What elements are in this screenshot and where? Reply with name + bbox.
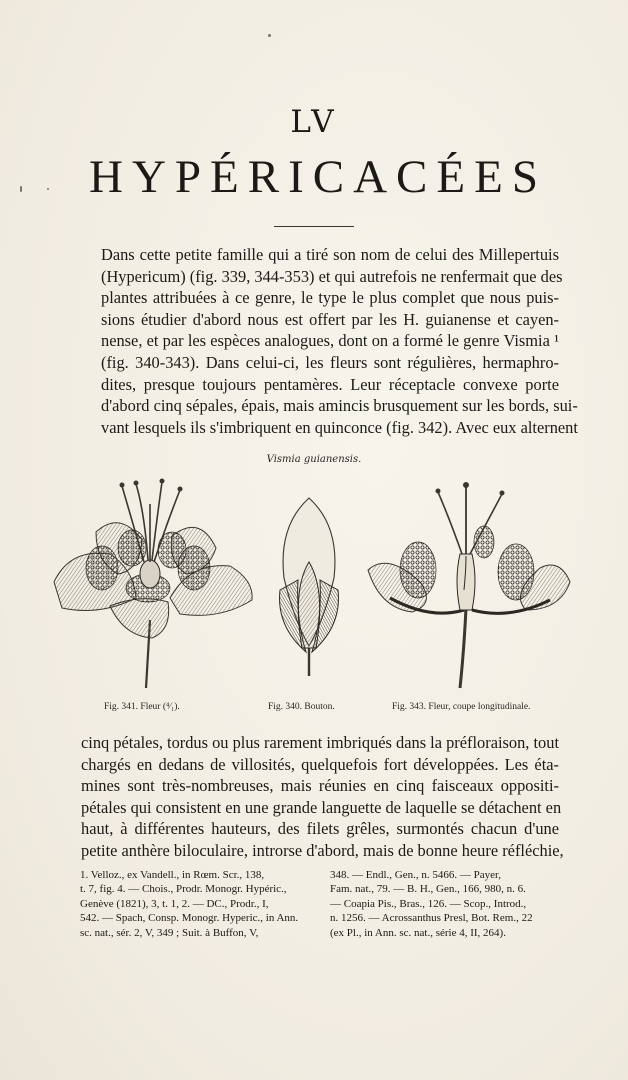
footnote-line: Fam. nat., 79. — B. H., Gen., 166, 980, n. 6. [330,883,526,896]
footnote-line: Genève (1821), 3, t. 1, 2. — DC., Prodr., I, [80,897,269,910]
text-line: (fig. 340-343). Dans celui-ci, les fleurs sont régulières, hermaphro- [101,352,559,372]
footnote-line: 542. — Spach, Consp. Monogr. Hyperic., in Ann. [80,912,299,925]
footnote-line: 1. Velloz., ex Vandell., in Rœm. Scr., 138, [80,869,265,881]
chapter-number: LV [290,104,338,140]
flower-bud-illustration [280,498,339,676]
title-rule [274,226,354,227]
footnote-line: — Coapia Pis., Bras., 126. — Scop., Introd., [330,897,527,910]
figure-label-343: Fig. 343. Fleur, coupe longitudinale. [392,702,531,712]
figure-label-341: Fig. 341. Fleur (⁴⁄₁). [104,702,180,712]
footnote-line: t. 7, fig. 4. — Chois., Prodr. Monogr. Hypéric., [80,883,287,896]
paragraph-continued [81,732,564,862]
footnote-line: n. 1256. — Acrossanthus Presl, Bot. Rem., 22 [330,912,533,925]
footnote-column-right [330,868,560,940]
text-line: chargés en dedans de villosités, quelquefois fort développées. Les éta- [81,754,559,774]
text-line: (Hypericum) (fig. 339, 344-353) et qui autrefois ne renfermait que des [101,266,563,286]
botanical-illustrations [40,470,588,700]
footnotes [80,868,560,940]
flower-open-illustration [54,479,252,689]
text-line: dites, presque toujours pentamères. Leur réceptacle convexe porte [101,374,559,394]
flower-section-illustration [368,482,570,688]
footnote-line: 348. — Endl., Gen., n. 5466. — Payer, [330,869,501,881]
paper-speck [268,34,271,37]
chapter-title: HYPÉRICACÉES [89,151,547,203]
text-line: d'abord cinq sépales, épais, mais amincis brusquement sur les bords, sui- [101,396,578,416]
text-line: plantes attribuées à ce genre, le type le plus complet que nous puis- [101,288,559,308]
footnote-line: sc. nat., sér. 2, V, 349 ; Suit. à Buffon, V, [80,926,259,939]
text-line: sions étudier d'abord nous est offert par les H. guianense et cayen- [101,309,559,329]
paragraph-intro [81,244,578,438]
text-line: Dans cette petite famille qui a tiré son nom de celui des Millepertuis [101,245,559,264]
figure-label-340: Fig. 340. Bouton. [268,702,335,712]
footnote-column-left [80,868,310,940]
text-line: petite anthère biloculaire, introrse d'abord, mais de bonne heure réfléchie, [81,840,564,860]
text-line: vant lesquels ils s'imbriquent en quinconce (fig. 342). Avec eux alternent [101,417,578,437]
text-line: pétales qui consistent en une grande languette de laquelle se détachent en [81,797,562,817]
footnote-line: (ex Pl., in Ann. sc. nat., série 4, II, 264). [330,926,506,939]
text-line: mines sont très-nombreuses, mais réunies en cinq faisceaux oppositi- [81,776,559,796]
text-line: haut, à différentes hauteurs, des filets grêles, surmontés chacun d'une [81,819,559,839]
text-line: cinq pétales, tordus ou plus rarement imbriqués dans la préfloraison, tout [81,733,559,752]
figure-caption: Vismia guianensis. [266,454,362,465]
text-line: nense, et par les espèces analogues, dont on a formé le genre Vismia ¹ [101,331,559,351]
